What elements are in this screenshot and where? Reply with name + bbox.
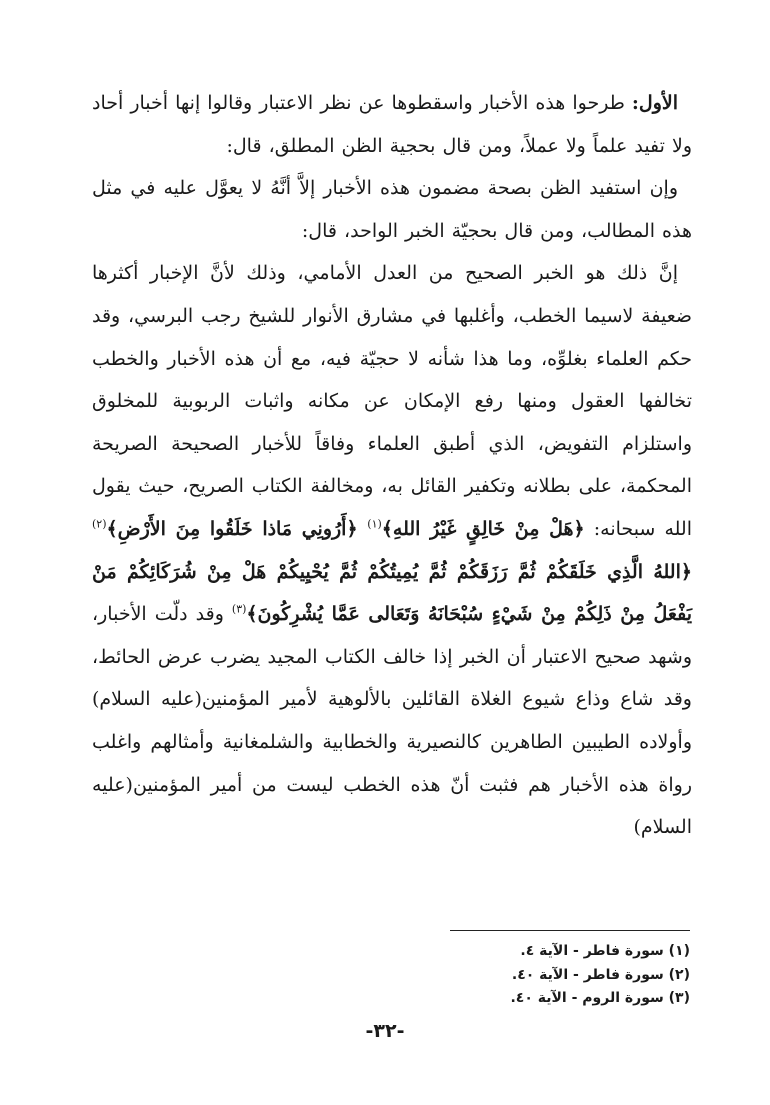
paragraph-1-lead: الأول: — [631, 92, 678, 114]
footnote-ref-2: (٢) — [92, 517, 107, 531]
paragraph-2-text: وإن استفيد الظن بصحة مضمون هذه الأخبار إلاَّ أنَّهُ لا يعوَّل عليه في مثل هذه المطالب، ومن قال بحجيّة الخبر الواحد، قال: — [92, 177, 692, 242]
paragraph-3 — [92, 252, 692, 848]
paragraph-3-text-b: وقد دلّت الأخبار، وشهد صحيح الاعتبار أن الخبر إذا خالف الكتاب المجيد يضرب عرض الحائط، وقد شاع وذاع شيوع الغلاة القائلين بالألوهية لأمير المؤمنين(عليه السلام) وأولاده الطيبين الطاهرين كالنصيرية والخطابية والشلمغانية وأمثالهم واغلب رواة هذه الأخبار هم فثبت أنّ هذه الخطب ليست من أمير المؤمنين(عليه السلام) — [92, 603, 692, 839]
footnote-divider — [450, 930, 690, 931]
footnote-ref-1: (١) — [367, 517, 382, 531]
quran-verse-3: ﴿اللهُ الَّذِي خَلَقَكُمْ ثُمَّ رَزَقَكُمْ ثُمَّ يُمِيتُكُمْ ثُمَّ يُحْيِيكُمْ هَلْ مِنْ شُرَكَائِكُمْ مَنْ يَفْعَلُ مِنْ ذَلِكُمْ مِنْ شَيْءٍ سُبْحَانَهُ وَتَعَالى عَمَّا يُشْرِكُونَ﴾ — [92, 560, 692, 626]
paragraph-1 — [92, 82, 692, 167]
page-body — [92, 82, 692, 849]
footnote-1: (١) سورة فاطر - الآية ٤. — [520, 943, 690, 959]
paragraph-1-text: طرحوا هذه الأخبار واسقطوها عن نظر الاعتبار وقالوا إنها أخبار أحاد ولا تفيد علماً ولا عملاً، ومن قال بحجية الظن المطلق، قال: — [92, 92, 692, 157]
footnote-3: (٣) سورة الروم - الآية ٤٠. — [510, 990, 690, 1006]
footnotes — [510, 940, 690, 1011]
paragraph-3-text-a: إنَّ ذلك هو الخبر الصحيح من العدل الأمامي، وذلك لأنَّ الإخبار أكثرها ضعيفة لاسيما الخطب، وأغلبها في مشارق الأنوار للشيخ رجب البرسي، وقد حكم العلماء بغلوِّه، وما هذا شأنه لا حجيّة فيه، مع أن هذه الأخبار والخطب تخالفها العقول ومنها رفع الإمكان عن مكانه واثبات الربوبية للمخلوق واستلزام التفويض، الذي أطبق العلماء وفاقاً للأخبار الصحيحة الصريحة المحكمة، على بطلانه وتكفير القائل به، ومخالفة الكتاب الصريح، حيث يقول الله سبحانه: — [92, 262, 692, 540]
paragraph-2 — [92, 167, 692, 252]
quran-verse-1: ﴿هَلْ مِنْ خَالِقٍ غَيْرُ اللهِ﴾ — [381, 517, 585, 540]
footnote-ref-3: (٣) — [231, 602, 247, 616]
quran-verse-2: ﴿أَرُونِي مَاذا خَلَقُوا مِنَ الأَرْضِ﴾ — [106, 517, 368, 540]
footnote-2: (٢) سورة فاطر - الآية ٤٠. — [511, 966, 690, 983]
page-number: -٣٢- — [365, 1020, 405, 1042]
